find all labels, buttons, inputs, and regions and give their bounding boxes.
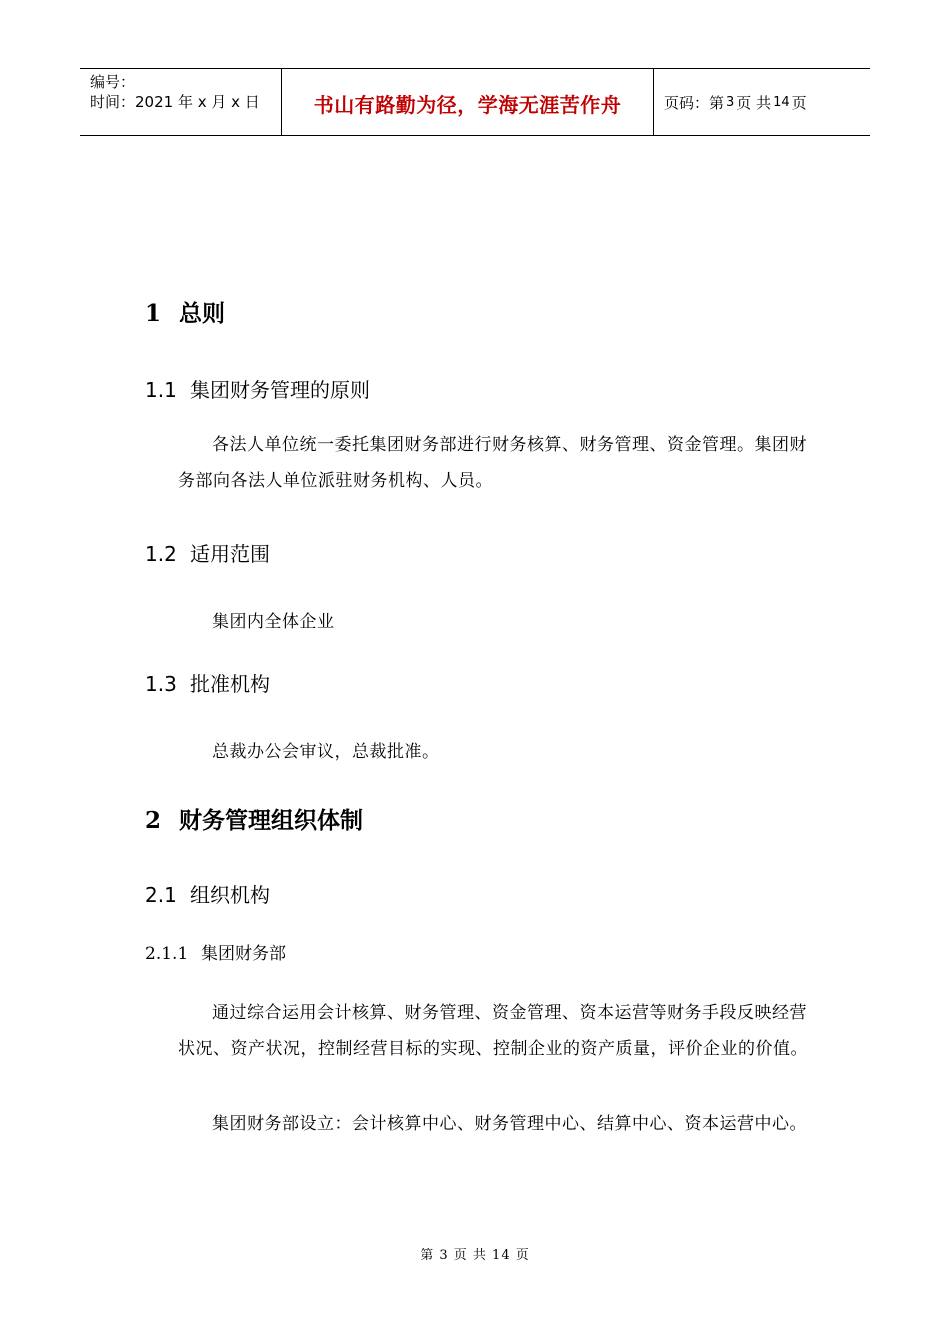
header-code-label: 编号：	[90, 73, 136, 91]
header-page-current: 3	[726, 94, 735, 110]
heading-1-2-title: 适用范围	[190, 542, 270, 566]
heading-2-1-title: 组织机构	[190, 883, 270, 907]
header-page-prefix: 页码：第	[664, 93, 725, 112]
header-motto-cell	[282, 69, 654, 135]
page-footer: 第 3 页 共 14 页	[420, 1248, 530, 1263]
paragraph-2-1-1-a: 通过综合运用会计核算、财务管理、资金管理、资本运营等财务手段反映经营状况、资产状况，控制经营目标的实现、控制企业的资产质量，评价企业的价值。	[178, 1003, 808, 1059]
paragraph-1-2: 集团内全体企业	[212, 612, 335, 632]
heading-2-1-1-number: 2.1.1	[145, 944, 189, 964]
header-meta	[80, 69, 282, 135]
heading-2-title: 财务管理组织体制	[179, 808, 363, 834]
paragraph-1-1: 各法人单位统一委托集团财务部进行财务核算、财务管理、资金管理。集团财务部向各法人单位派驻财务机构、人员。	[178, 435, 807, 491]
heading-2-1-1	[145, 939, 286, 964]
paragraph-1-3: 总裁办公会审议，总裁批准。	[212, 742, 440, 762]
heading-1-3	[145, 668, 270, 697]
heading-1	[145, 295, 225, 328]
heading-2-1-number: 2.1	[145, 883, 177, 907]
heading-2	[145, 802, 363, 835]
header-page-suffix: 页	[791, 93, 807, 112]
heading-1-1	[145, 374, 370, 403]
heading-1-3-title: 批准机构	[190, 672, 270, 696]
heading-2-1-1-title: 集团财务部	[201, 944, 286, 964]
paragraph-2-1-1-b: 集团财务部设立：会计核算中心、财务管理中心、结算中心、资本运营中心。	[212, 1114, 807, 1134]
heading-1-2-number: 1.2	[145, 542, 177, 566]
heading-2-number: 2	[145, 807, 162, 834]
header-date-label: 时间：2021 年 x 月 x 日	[90, 93, 260, 111]
page-header	[80, 68, 870, 136]
heading-1-2	[145, 538, 270, 567]
heading-1-1-number: 1.1	[145, 378, 177, 402]
header-page-mid: 页 共	[736, 93, 772, 112]
heading-2-1	[145, 879, 270, 908]
heading-1-1-title: 集团财务管理的原则	[190, 378, 370, 402]
header-motto: 书山有路勤为径，学海无涯苦作舟	[313, 93, 622, 117]
heading-1-number: 1	[145, 300, 162, 327]
heading-1-3-number: 1.3	[145, 672, 177, 696]
heading-1-title: 总则	[179, 301, 225, 327]
header-page-info	[654, 69, 870, 135]
header-page-total: 14	[773, 94, 790, 110]
